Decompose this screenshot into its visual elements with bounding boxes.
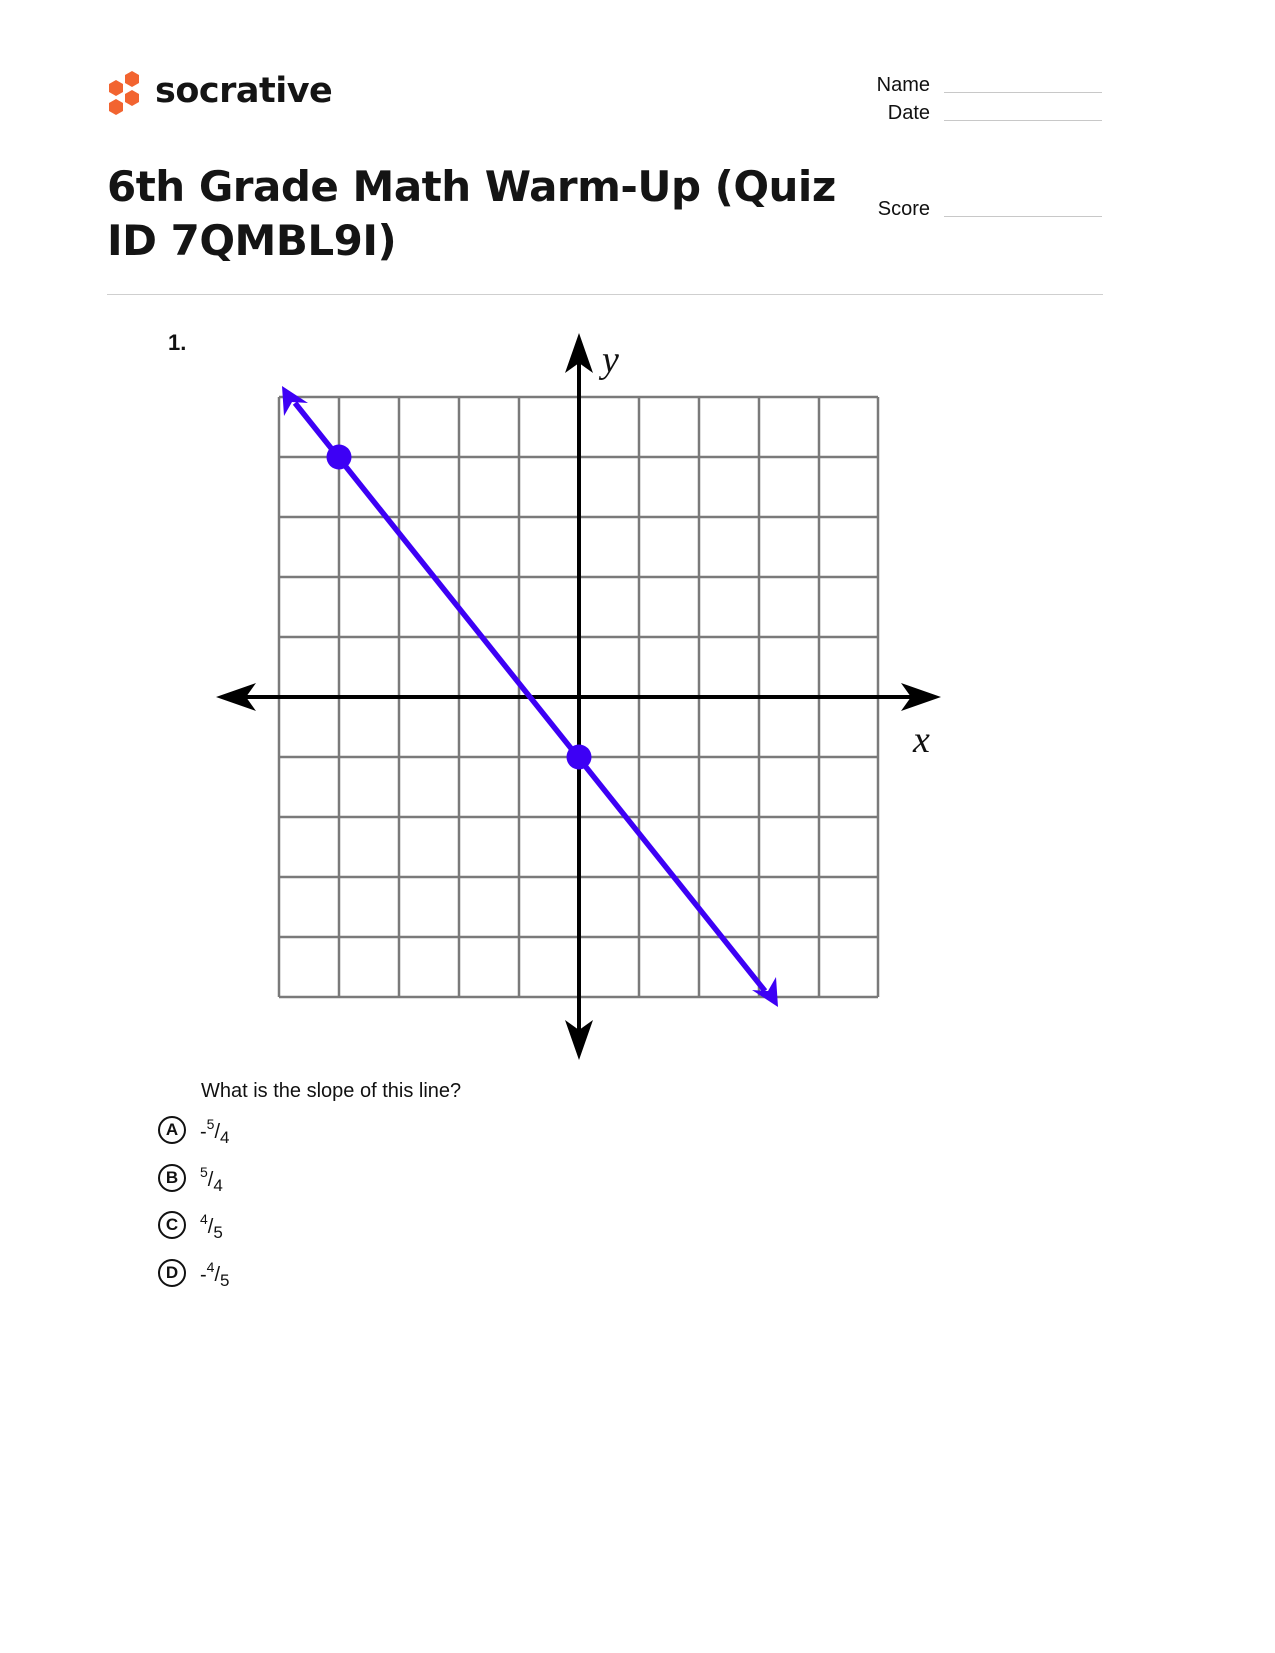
y-axis-label: y	[602, 339, 619, 381]
date-label: Date	[887, 102, 930, 124]
answer-bubble-b[interactable]: B	[158, 1164, 186, 1192]
choice-d-text: $-^4/_5$	[200, 1259, 230, 1290]
choice-a[interactable]	[158, 1114, 230, 1146]
question-number: 1.	[168, 330, 187, 355]
score-label: Score	[877, 198, 930, 220]
choice-b[interactable]	[158, 1162, 223, 1194]
question-prompt: What is the slope of this line?	[201, 1080, 462, 1102]
choice-c-text: $^4/_5$	[200, 1211, 223, 1242]
quiz-title: 6th Grade Math Warm-Up (Quiz ID 7QMBL9I)	[107, 162, 836, 265]
x-axis-label: x	[913, 719, 930, 761]
point-a	[327, 445, 352, 470]
answer-bubble-a[interactable]: A	[158, 1116, 186, 1144]
choice-c[interactable]	[158, 1209, 223, 1241]
choice-b-text: $^5/_4$	[200, 1164, 223, 1195]
answer-bubble-c[interactable]: C	[158, 1211, 186, 1239]
choice-a-text: $-^5/_4$	[200, 1116, 230, 1147]
brand-name: socrative	[155, 70, 333, 111]
answer-bubble-d[interactable]: D	[158, 1259, 186, 1287]
point-b	[567, 745, 592, 770]
name-label: Name	[876, 74, 930, 96]
choice-d[interactable]	[158, 1257, 230, 1289]
